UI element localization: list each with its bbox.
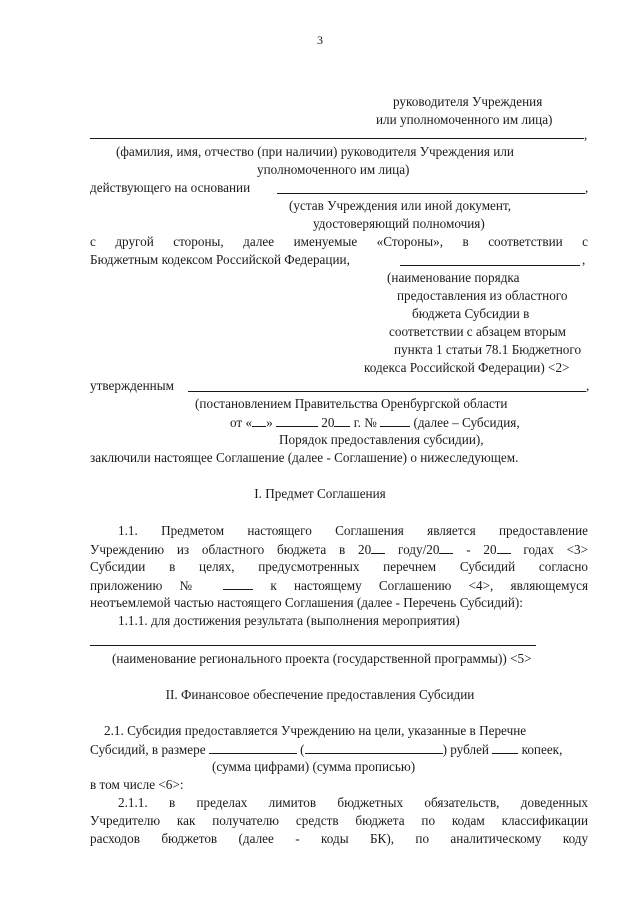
page-number: 3	[317, 33, 323, 47]
procedure-hint-4: соответствии с абзацем вторым	[389, 324, 567, 339]
fio-rule	[90, 138, 584, 139]
p11-line-4: приложению № к настоящему Соглашению <4>, являющемуся	[90, 578, 589, 593]
approved-date-line: от « » 20 г. № (далее – Субсидия,	[230, 415, 520, 430]
procedure-rule	[400, 265, 580, 266]
rep-line-2: или уполномоченного им лица)	[376, 112, 553, 127]
section-1-title: I. Предмет Соглашения	[254, 486, 386, 501]
project-hint: (наименование регионального проекта (государственной программы)) <5>	[112, 651, 532, 666]
procedure-hint-6: кодекса Российской Федерации) <2>	[364, 360, 570, 375]
basis-hint-2: удостоверяющий полномочия)	[313, 216, 485, 231]
p211-line-2: Учредителю как получателю средств бюджета по кодам классификации	[90, 813, 589, 828]
procedure-hint-3: бюджета Субсидии в	[412, 306, 530, 321]
parties-line-1: с другой стороны, далее именуемые «Стороны», в соответствии с	[90, 234, 589, 249]
p111-line: 1.1.1. для достижения результата (выполнения мероприятия)	[118, 613, 460, 628]
procedure-hint-1: (наименование порядка	[387, 270, 520, 285]
approved-label: утвержденным	[90, 378, 174, 393]
p21-line-1: 2.1. Субсидия предоставляется Учреждению на цели, указанные в Перечне	[104, 723, 527, 738]
p211-line-1: 2.1.1. в пределах лимитов бюджетных обязательств, доведенных	[118, 795, 589, 810]
p11-line-5: неотъемлемой частью настоящего Соглашения (далее - Перечень Субсидий):	[90, 595, 523, 610]
basis-hint-1: (устав Учреждения или иной документ,	[289, 198, 512, 213]
project-rule	[90, 645, 536, 646]
approved-rule	[188, 391, 586, 392]
p11-line-3: Субсидии в целях, предусмотренных перечнем Субсидий согласно	[90, 559, 589, 574]
rep-line-1: руководителя Учреждения	[393, 94, 543, 109]
p21-line-4: в том числе <6>:	[90, 777, 184, 792]
concluded-line: заключили настоящее Соглашение (далее - Соглашение) о нижеследующем.	[90, 450, 519, 465]
approved-hint-3: Порядок предоставления субсидии),	[279, 432, 484, 447]
amount-hint: (сумма цифрами) (сумма прописью)	[212, 759, 416, 774]
fio-hint-1: (фамилия, имя, отчество (при наличии) руководителя Учреждения или	[116, 144, 514, 159]
p11-line-2: Учреждению из областного бюджета в 20 году/20 - 20 годах <3>	[90, 542, 589, 557]
section-2-title: II. Финансовое обеспечение предоставления Субсидии	[165, 687, 475, 702]
basis-label: действующего на основании	[90, 180, 251, 195]
p11-line-1: 1.1. Предметом настоящего Соглашения является предоставление	[118, 523, 588, 538]
approved-hint-1: (постановлением Правительства Оренбургской области	[195, 396, 508, 411]
parties-line-2: Бюджетным кодексом Российской Федерации,	[90, 252, 350, 267]
procedure-hint-5: пункта 1 статьи 78.1 Бюджетного	[394, 342, 582, 357]
procedure-hint-2: предоставления из областного	[397, 288, 568, 303]
basis-rule	[277, 193, 585, 194]
fio-hint-2: уполномоченного им лица)	[257, 162, 410, 177]
document-page: 3 руководителя Учреждения или уполномоченного им лица) , (фамилия, имя, отчество (при наличии) руководителя Учреждения или уполномоченного им лица) действующего на основании , (устав Учреждения или иной документ, удостоверяющий полномочия) с другой стороны, далее именуемые «Стороны», в соответствии с Бюджетным кодексом Российской Федерации, , (наименование порядка предоставления из областного бюджета Субсидии в соответствии с абзацем вторым пункта 1 статьи 78.1 Бюджетного кодекса Российской Федерации) <2> утвержденным , (постановлением Правительства Оренбургской области от « » 20 г. № (далее – Субсидия, Порядок предоставления субсидии), заключили настоящее Соглашение (далее - Соглашение) о нижеследующем. I. Предмет Соглашения 1.1. Предметом настоящего Соглашения является предоставление Учреждению из областного бюджета в 20 году/20 - 20 годах <3> Субсидии в целях, предусмотренных перечнем Субсидий согласно приложению № к настоящему Соглашению <4>, являющемуся неотъемлемой частью настоящего Соглашения (далее - Перечень Субсидий): 1.1.1. для достижения результата (выполнения мероприятия) (наименование регионального проекта (государственной программы)) <5> II. Финансовое обеспечение предоставления Субсидии 2.1. Субсидия предоставляется Учреждению на цели, указанные в Перечне Субсидий, в размере ( ) рублей копеек, (сумма цифрами) (сумма прописью) в том числе <6>: 2.1.1. в пределах лимитов бюджетных обязательств, доведенных Учредителю как получателю средств бюджета по кодам классификации расходов бюджетов (далее - коды БК), по аналитическому коду	[0, 0, 640, 905]
p21-line-2: Субсидий, в размере ( ) рублей копеек,	[90, 742, 563, 757]
p211-line-3: расходов бюджетов (далее - коды БК), по аналитическому коду	[90, 831, 589, 846]
